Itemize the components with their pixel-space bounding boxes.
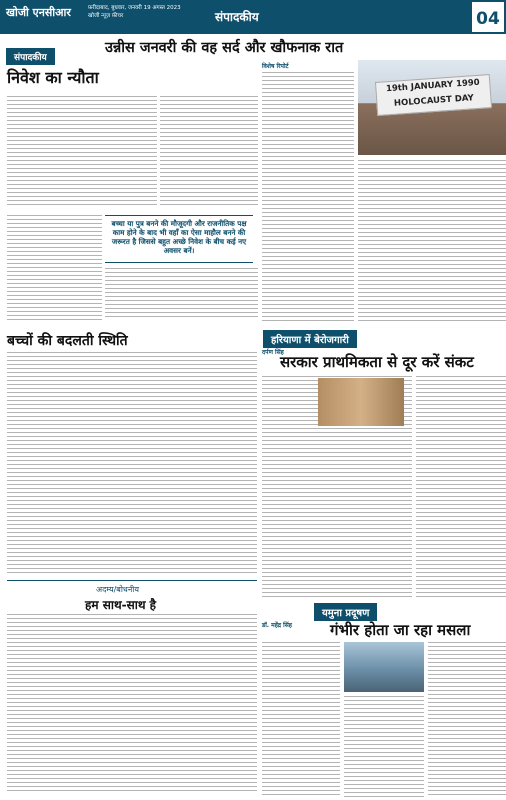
left-section-tag: संपादकीय	[6, 48, 55, 65]
haryana-body-col2	[416, 376, 506, 598]
masthead	[0, 0, 506, 34]
top-story-headline: उन्नीस जनवरी की वह सर्द और खौफनाक रात	[105, 40, 344, 56]
editorial-body	[7, 96, 157, 206]
haryana-headline: सरकार प्राथमिकता से दूर करें संकट	[280, 353, 474, 371]
subsection-rule	[7, 580, 257, 581]
editorial-body-lower-right	[105, 268, 258, 320]
edition-line: खोजी न्यूज़ फ़ीचर	[88, 13, 124, 19]
subsection-title: हम साथ-साथ है	[85, 598, 157, 612]
haryana-section-tag: हरियाणा में बेरोजगारी	[263, 330, 357, 348]
editorial-body-lower	[7, 215, 102, 320]
yamuna-body-col2	[344, 696, 424, 797]
second-editorial-title: बच्चों की बदलती स्थिति	[7, 333, 128, 349]
yamuna-thumbnail	[344, 642, 424, 692]
yamuna-body-col3	[428, 642, 506, 797]
page-number: 04	[470, 0, 506, 34]
top-story-photo	[358, 60, 506, 155]
subsection-body	[7, 614, 257, 794]
haryana-thumbnail	[318, 378, 404, 426]
subsection-label: अदम्य/बोधनीय	[96, 585, 140, 594]
yamuna-byline: डॉ. महेंद्र सिंह	[262, 622, 292, 629]
top-story-body	[262, 72, 354, 322]
top-story-body-continued	[358, 160, 506, 322]
editorial-body-right	[160, 96, 258, 206]
date-line: फ़रीदाबाद, बुधवार, जनवरी 19 अगस्त 2023	[88, 5, 181, 11]
brand-name: खोजी एनसीआर	[6, 6, 71, 19]
haryana-byline: दर्पण सिंह	[262, 349, 284, 356]
yamuna-section-tag: यमुना प्रदूषण	[314, 603, 377, 621]
yamuna-headline: गंभीर होता जा रहा मसला	[330, 621, 471, 639]
pull-quote: बच्चा या पुत्र बनने की मौजूदगी और राजनीतिक पक्ष काम होने के बाद भी वहाँ का ऐसा माहौल बनने की जरूरत है जिससे बहुत अच्छे निवेश के बीच कई नए अवसर बनें।	[105, 215, 253, 263]
top-story-byline: विशेष रिपोर्ट	[262, 63, 289, 70]
holocaust-day-banner: 19th JANUARY 1990 HOLOCAUST DAY	[375, 74, 492, 116]
section-name: संपादकीय	[215, 10, 259, 24]
editorial-title: निवेश का न्यौता	[7, 68, 99, 87]
second-editorial-body	[7, 352, 257, 574]
yamuna-body-col1	[262, 642, 340, 797]
